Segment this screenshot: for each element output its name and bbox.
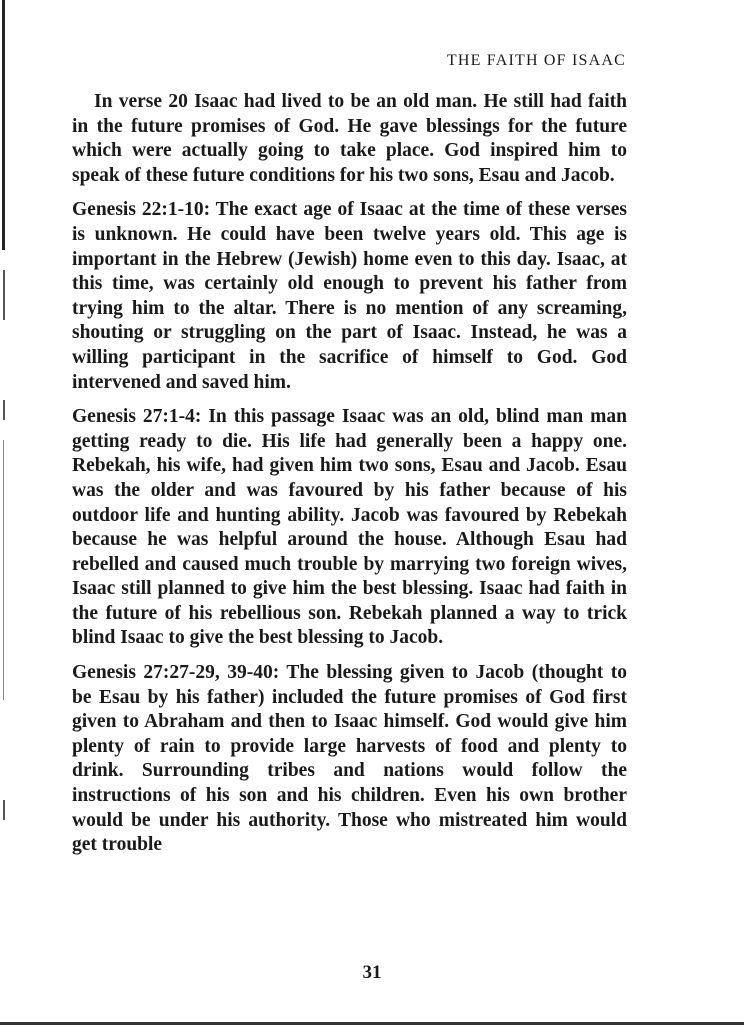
binding-edge: [0, 0, 8, 1034]
binding-mark: [3, 800, 5, 820]
body-text: [72, 90, 627, 868]
page-number: 31: [362, 962, 382, 983]
binding-mark: [3, 400, 5, 420]
binding-mark: [3, 440, 4, 700]
bottom-rule: [0, 1022, 744, 1025]
paragraph: Genesis 22:1-10: The exact age of Isaac at the time of these verses is unknown. He could have been twelve years old. This age is important in the Hebrew (Jewish) home even to this day. Isaac, at this time, was certainly old enough to prevent his father from trying him to the altar. There is no mention of any screaming, shouting or struggling on the part of Isaac. Instead, he was a willing participant in the sacrifice of himself to God. God intervened and saved him.: [72, 199, 627, 393]
paragraph: Genesis 27:27-29, 39-40: The blessing given to Jacob (thought to be Esau by his father) included the future promises of God first given to Abraham and then to Isaac himself. God would give him plenty of rain to provide large harvests of food and plenty to drink. Surrounding tribes and nations would follow the instructions of his son and his children. Even his own brother would be under his authority. Those who mistreated him would get trouble: [72, 662, 627, 856]
binding-spine: [2, 0, 5, 250]
binding-mark: [3, 270, 5, 320]
paragraph: In verse 20 Isaac had lived to be an old man. He still had faith in the future promises of God. He gave blessings for the future which were actually going to take place. God inspired him to speak of these future conditions for his two sons, Esau and Jacob.: [72, 91, 627, 186]
running-header: THE FAITH OF ISAAC: [446, 52, 626, 69]
paragraph: Genesis 27:1-4: In this passage Isaac was an old, blind man man getting ready to die. His life had generally been a happy one. Rebekah, his wife, had given him two sons, Esau and Jacob. Esau was the older and was favoured by his father because of his outdoor life and hunting ability. Jacob was favoured by Rebekah because he was helpful around the house. Although Esau had rebelled and caused much trouble by marrying two foreign wives, Isaac still planned to give him the best blessing. Isaac had faith in the future of his rebellious son. Rebekah planned a way to trick blind Isaac to give the best blessing to Jacob.: [72, 406, 627, 649]
